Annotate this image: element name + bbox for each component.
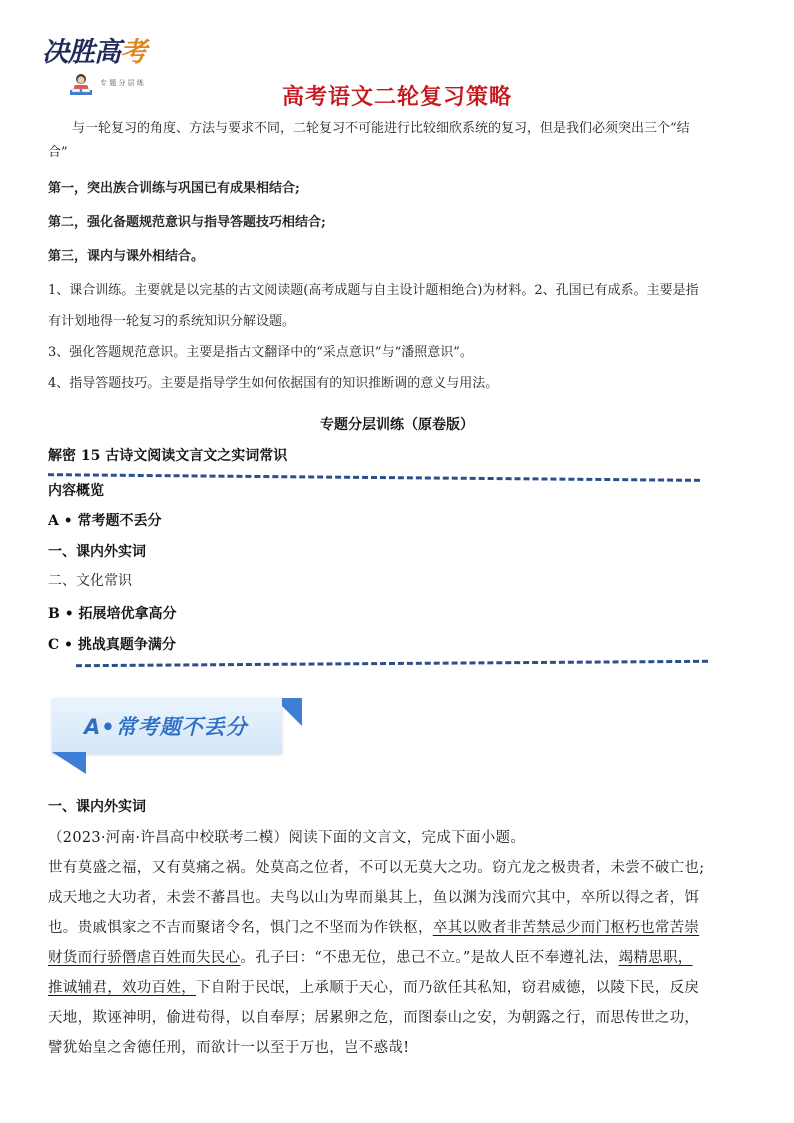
underlined-sentence: 卒其以败者非苦禁忌少而门枢朽也常苦崇 — [432, 920, 700, 936]
corner-triangle-icon — [52, 752, 88, 774]
point-3: 第三，课内与课外相结合。 — [48, 249, 205, 264]
passage-line-6: 天地，欺诬神明，偷进苟得，以自奉厚；居累卵之危，而图泰山之安，为朝露之行，而思传世之功， — [48, 1010, 700, 1026]
underlined-sentence: 竭精思职， — [618, 950, 693, 966]
detail-3: 3、强化答题规范意识。主要是指古文翻译中的“采点意识”与“潘照意识”。 — [48, 345, 473, 360]
passage-line-5: 推诚辅君，效功百姓，下自附于民氓，上承顺于天心，而乃欲任其私知，窃君威德，以陵下民，反戾 — [48, 980, 700, 996]
logo-wordmark: 决胜高考 — [42, 37, 146, 68]
passage-line-4: 财货而行骄僭虐百姓而失民心。孔子曰：“不患无位，患己不立。”是故人臣不奉遵礼法，竭精思职， — [48, 950, 693, 966]
banner-text: A•常考题不丢分 — [84, 715, 248, 739]
outline-item-1: 一、课内外实词 — [48, 544, 146, 560]
divider-dashed-bottom — [76, 660, 708, 667]
passage-line-7: 譬犹始皇之舍德任刑，而欲计一以至于万也，岂不惑哉! — [48, 1040, 410, 1056]
passage-line-2: 成天地之大功者，未尝不蕃昌也。夫鸟以山为卑而巢其上，鱼以渊为浅而穴其中，卒所以得之者，饵 — [48, 890, 700, 906]
logo-caption: 专 题 分 层 练 — [100, 79, 144, 87]
outline-item-b: B • 拓展培优拿高分 — [48, 606, 177, 622]
outline-item-a: A • 常考题不丢分 — [48, 513, 162, 529]
center-heading: 专题分层训练（原卷版） — [320, 417, 474, 433]
point-1: 第一，突出族合训练与巩国已有成果相结合; — [48, 181, 300, 196]
outline-item-2: 二、文化常识 — [48, 573, 132, 589]
intro-line-1: 与一轮复习的角度、方法与要求不同，二轮复习不可能进行比较细欣系统的复习，但是我们必须突出三个“结 — [72, 121, 690, 136]
section-heading: 一、课内外实词 — [48, 799, 146, 815]
secret-heading: 解密 15 古诗文阅读文言文之实词常识 — [48, 448, 288, 464]
underlined-sentence: 推诚辅君，效功百姓， — [48, 980, 196, 996]
divider-dashed-top — [48, 473, 700, 482]
page-title: 高考语文二轮复习策略 — [281, 85, 512, 110]
source-line: （2023·河南·许昌高中校联考二模）阅读下面的文言文，完成下面小题。 — [48, 830, 526, 846]
outline-item-c: C • 挑战真题争满分 — [48, 637, 176, 653]
intro-line-2: 合” — [48, 145, 68, 160]
underlined-sentence: 财货而行骄僭虐百姓而失民心 — [48, 950, 241, 966]
point-2: 第二，强化备题规范意识与指导答题技巧相结合; — [48, 215, 326, 230]
detail-1-line-2: 有计划地得一轮复习的系统知识分解设题。 — [48, 314, 296, 329]
detail-4: 4、指导答题技巧。主要是指导学生如何依据国有的知识推断调的意义与用法。 — [48, 376, 499, 391]
passage-line-3: 也。贵戚惧家之不吉而聚诸令名，惧门之不坚而为作铁枢，卒其以败者非苦禁忌少而门枢朽也常苦崇 — [48, 920, 700, 936]
passage-line-1: 世有莫盛之福，又有莫痛之祸。处莫高之位者，不可以无莫大之功。窃亢龙之极贵者，未尝不破亡也; — [48, 860, 705, 876]
banner-body — [52, 698, 282, 754]
outline-label: 内容概览 — [48, 483, 104, 499]
detail-1-line-1: 1、课合训练。主要就是以完基的古文阅读题(高考成题与自主设计题相绝合)为材料。2、孔国已有成系。主要是指 — [48, 283, 699, 298]
section-banner — [52, 698, 302, 778]
